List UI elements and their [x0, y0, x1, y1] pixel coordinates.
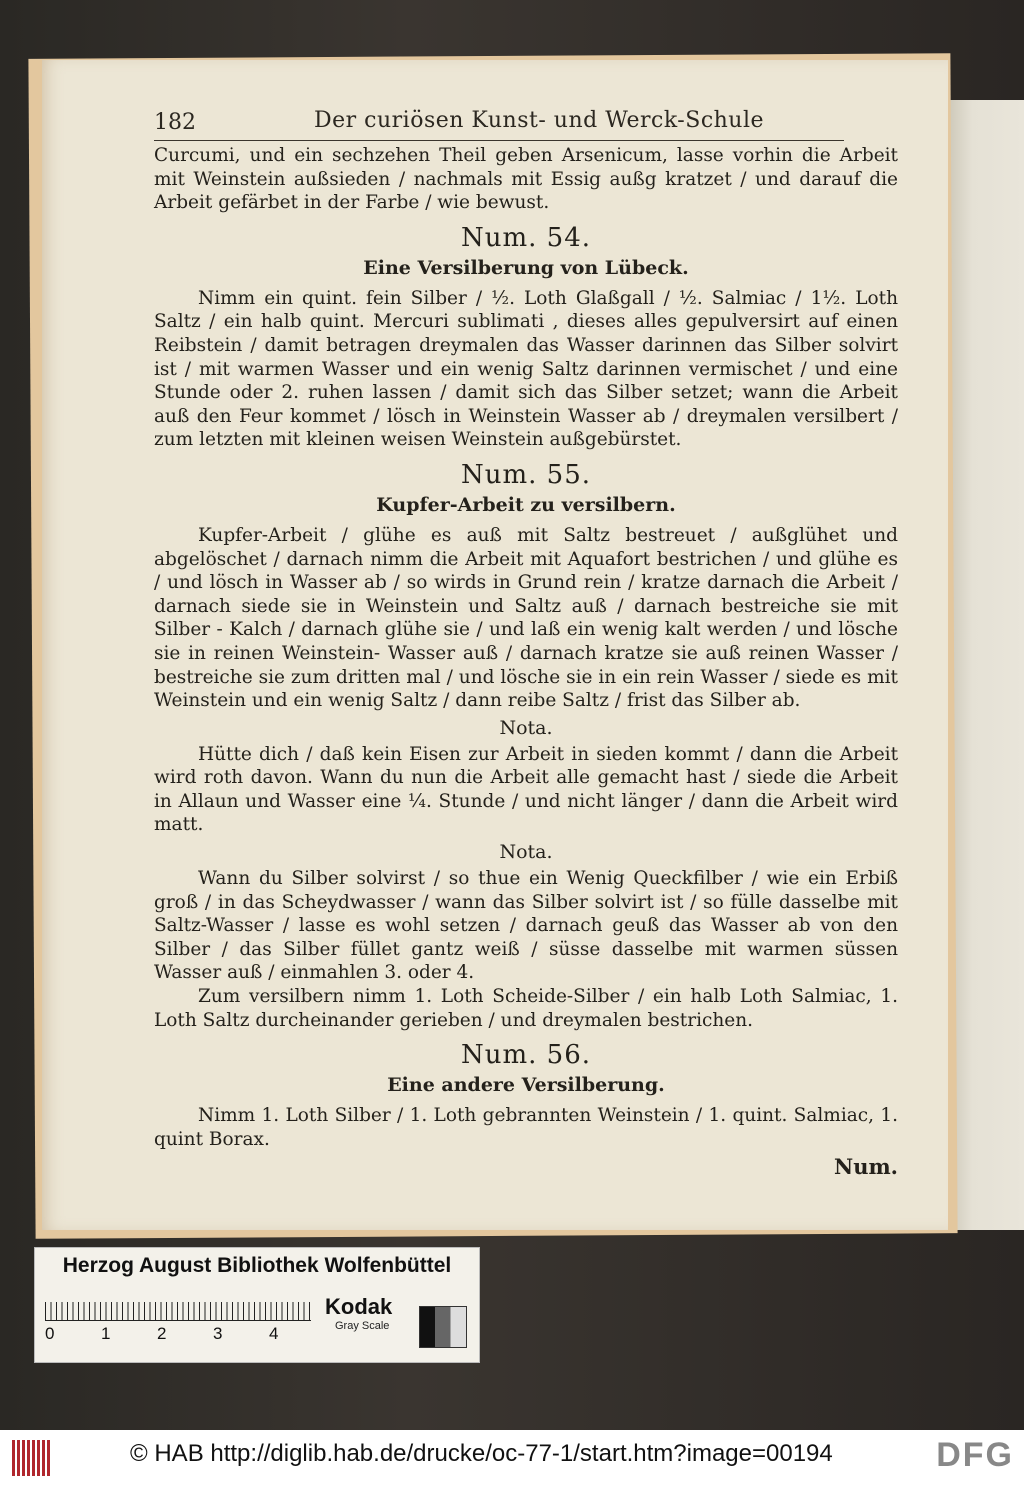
source-url[interactable]: © HAB http://diglib.hab.de/drucke/oc-77-1/start.htm?image=00194	[130, 1440, 833, 1467]
paragraph-55: Kupfer-Arbeit / glühe es auß mit Saltz bestreuet / außglühet und abgelöschet / darnach nimm die Arbeit mit Aquafort bestrichen / und glühe es / und lösch in Wasser ab / so wirds in Grund rein / kratze darnach die Arbeit / darnach siede sie in Weinstein und Saltz auß / darnach bestreiche sie mit Silber - Kalch / darnach glühe sie / und laß ein wenig kalt werden / und lösche sie in reinen Weinstein- Wasser auß / darnach kratze sie auß reinen Wasser / bestreiche sie zum dritten mal / und lösche sie in ein rein Wasser / siede es mit Weinstein und ein wenig Saltz / dann reibe Saltz / frist das Silber ab.	[154, 524, 898, 712]
barcode-icon	[12, 1440, 50, 1476]
nota-heading-2: Nota.	[499, 841, 553, 864]
catchword: Num.	[834, 1154, 898, 1180]
section-number-56: Num. 56.	[460, 1040, 592, 1071]
page-number: 182	[154, 110, 196, 135]
page-body	[154, 144, 898, 1179]
library-name: Herzog August Bibliothek Wolfenbüttel	[62, 1254, 452, 1277]
book-page	[42, 60, 948, 1230]
ruler-label: 4	[269, 1324, 279, 1343]
dfg-logo: DFG	[936, 1436, 1014, 1474]
nota-heading-1: Nota.	[499, 716, 553, 739]
paragraph-nota-2b: Zum versilbern nimm 1. Loth Scheide-Silber / ein halb Loth Salmiac, 1. Loth Saltz durcheinander gerieben / und dreymalen bestrichen.	[154, 986, 898, 1031]
section-number-54: Num. 54.	[460, 222, 592, 253]
paragraph-intro: Curcumi, und ein sechzehen Theil geben Arsenicum, lasse vorhin die Arbeit mit Weinstein außsieden / nachmals mit Essig außg kratzet / und darauf die Arbeit gefärbet in der Farbe / wie bewust.	[154, 145, 898, 214]
paragraph-nota-1: Hütte dich / daß kein Eisen zur Arbeit in sieden kommt / dann die Arbeit wird roth davon. Wann du nun die Arbeit alle gemacht hast / siede die Arbeit in Allaun und Wasser eine ¼. Stunde / und nicht länger / dann die Arbeit wird matt.	[154, 743, 898, 836]
ruler-label: 0	[45, 1324, 55, 1343]
gray-scale-swatch	[419, 1306, 467, 1348]
ruler-scale	[45, 1290, 311, 1321]
section-title-54: Eine Versilberung von Lübeck.	[363, 256, 689, 279]
paragraph-54: Nimm ein quint. fein Silber / ½. Loth Glaßgall / ½. Salmiac / 1½. Loth Saltz / ein halb quint. Mercuri sublimati , dieses alles gepulversirt auf einen Reibstein / damit betragen dreymalen das Wasser darinnen das Silber solvirt ist / mit warmen Wasser und ein wenig Saltz darinnen vermischet / und eine Stunde oder 2. ruhen lassen / damit sich das Silber setzet; wann die Arbeit auß den Feur kommet / lösch in Weinstein Wasser ab / dreymalen versilbert / zum letzten mit kleinen weisen Weinstein außgebürstet.	[154, 287, 898, 451]
paragraph-56: Nimm 1. Loth Silber / 1. Loth gebrannten Weinstein / 1. quint. Salmiac, 1. quint Borax.	[154, 1105, 898, 1150]
ruler-label: 2	[157, 1324, 167, 1343]
gray-scale-label: Gray Scale	[335, 1320, 390, 1332]
running-head: Der curiösen Kunst- und Werck-Schule	[314, 108, 765, 133]
section-title-55: Kupfer-Arbeit zu versilbern.	[376, 493, 676, 516]
adjacent-page-edge	[950, 100, 1024, 1230]
footer-bar	[0, 1430, 1024, 1486]
page-header	[154, 106, 844, 141]
section-title-56: Eine andere Versilberung.	[387, 1074, 665, 1097]
paragraph-nota-2a: Wann du Silber solvirst / so thue ein Wenig Queckfilber / wie ein Erbiß groß / in das Scheydwasser / wann das Silber solvirt ist / so fülle dasselbe mit Saltz-Wasser / lasse es wohl setzen / darnach geuß das Wasser ab von den Silber / das Silber füllet gantz weiß / süsse dasselbe mit warmen süssen Wasser auß / einmahlen 3. oder 4.	[154, 868, 898, 984]
ruler-label: 3	[213, 1324, 223, 1343]
section-number-55: Num. 55.	[460, 459, 592, 490]
ruler-label: 1	[101, 1324, 111, 1343]
color-calibration-card	[34, 1247, 480, 1363]
kodak-logo: Kodak	[325, 1294, 393, 1319]
